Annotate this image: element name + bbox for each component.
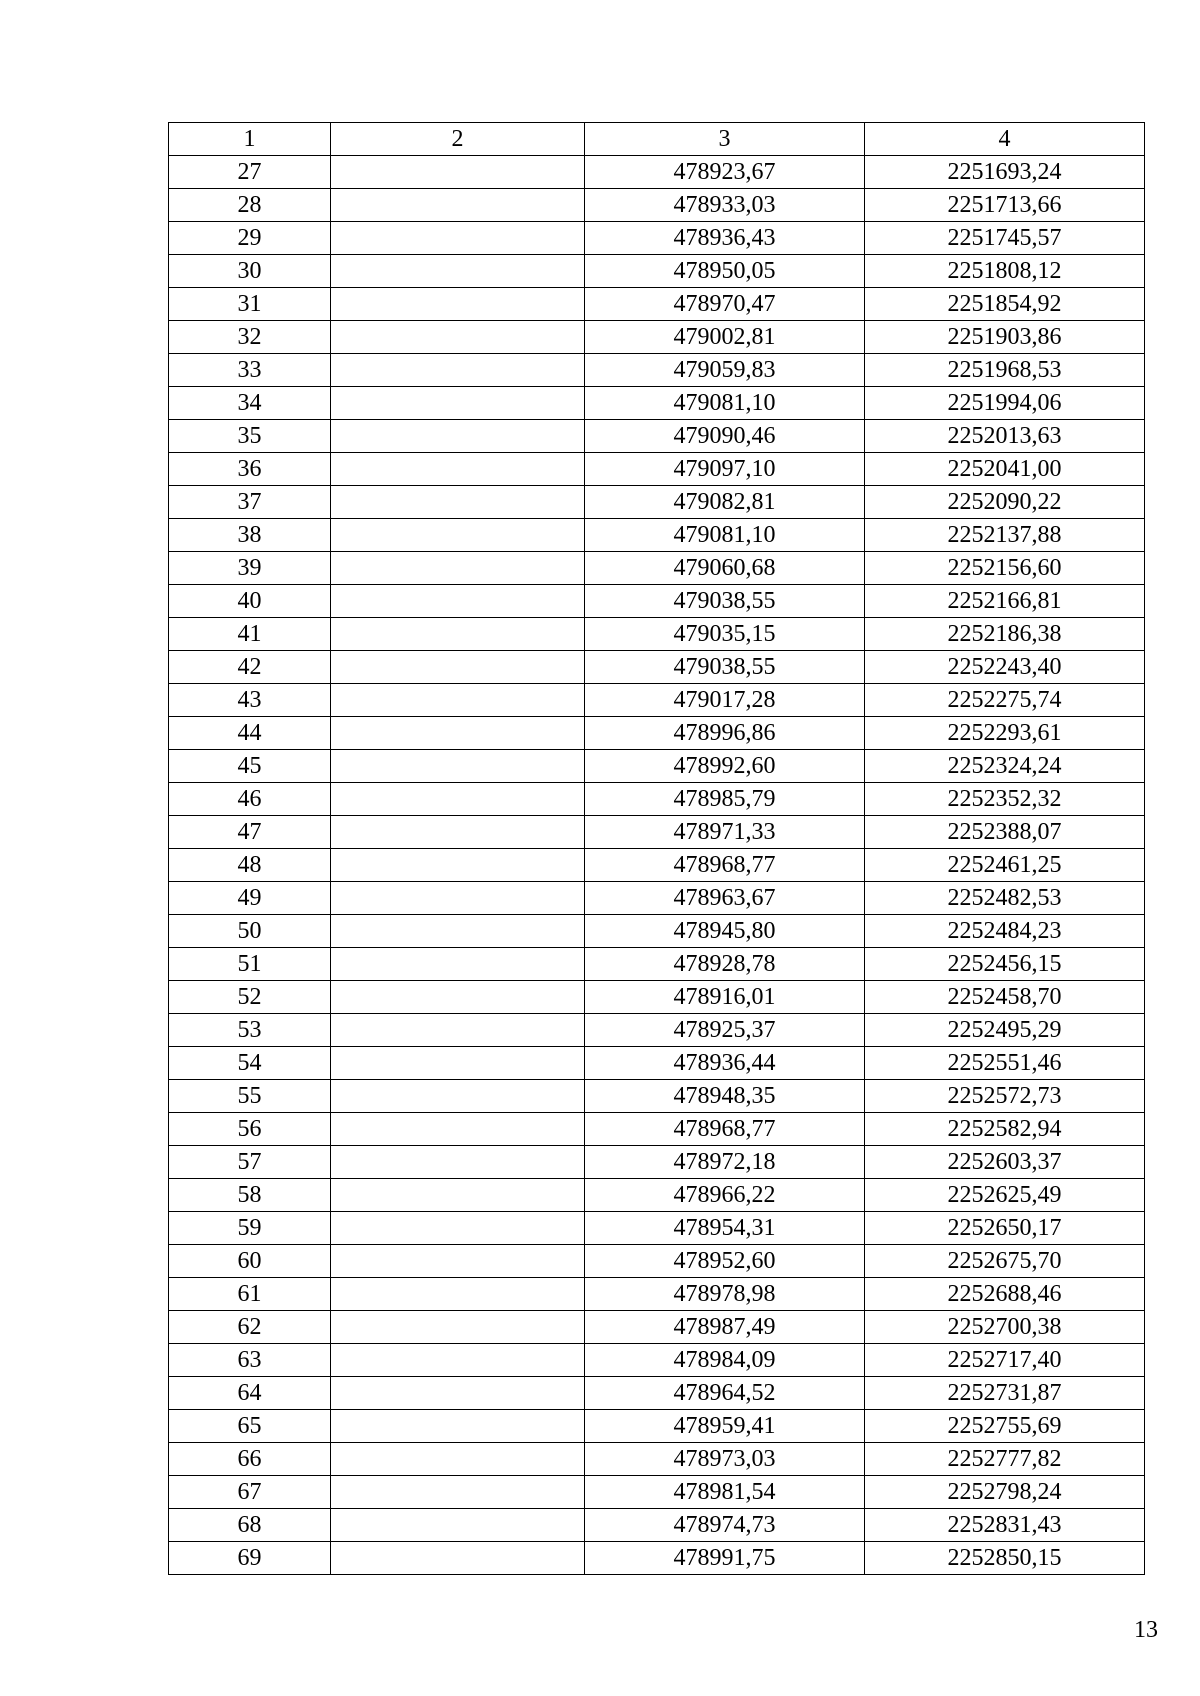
x-coordinate-cell: 478925,37 xyxy=(585,1014,865,1047)
y-coordinate-cell: 2252352,32 xyxy=(865,783,1145,816)
point-number-cell: 62 xyxy=(169,1311,331,1344)
description-cell xyxy=(331,486,585,519)
y-coordinate-cell: 2252495,29 xyxy=(865,1014,1145,1047)
description-cell xyxy=(331,1047,585,1080)
point-number-cell: 47 xyxy=(169,816,331,849)
point-number-cell: 35 xyxy=(169,420,331,453)
x-coordinate-cell: 478974,73 xyxy=(585,1509,865,1542)
description-cell xyxy=(331,849,585,882)
page-number: 13 xyxy=(1134,1617,1158,1643)
point-number-cell: 50 xyxy=(169,915,331,948)
y-coordinate-cell: 2252717,40 xyxy=(865,1344,1145,1377)
point-number-cell: 67 xyxy=(169,1476,331,1509)
y-coordinate-cell: 2252831,43 xyxy=(865,1509,1145,1542)
table-row xyxy=(169,1344,1145,1377)
table-row xyxy=(169,1080,1145,1113)
x-coordinate-cell: 479090,46 xyxy=(585,420,865,453)
table-row xyxy=(169,1377,1145,1410)
x-coordinate-cell: 478936,44 xyxy=(585,1047,865,1080)
description-cell xyxy=(331,981,585,1014)
description-cell xyxy=(331,354,585,387)
table-row xyxy=(169,222,1145,255)
point-number-cell: 61 xyxy=(169,1278,331,1311)
y-coordinate-cell: 2252166,81 xyxy=(865,585,1145,618)
y-coordinate-cell: 2252293,61 xyxy=(865,717,1145,750)
column-header-3: 3 xyxy=(585,123,865,156)
point-number-cell: 51 xyxy=(169,948,331,981)
table-row xyxy=(169,882,1145,915)
table-row xyxy=(169,1410,1145,1443)
y-coordinate-cell: 2251903,86 xyxy=(865,321,1145,354)
table-row xyxy=(169,1179,1145,1212)
table-row xyxy=(169,189,1145,222)
x-coordinate-cell: 478978,98 xyxy=(585,1278,865,1311)
point-number-cell: 49 xyxy=(169,882,331,915)
x-coordinate-cell: 478923,67 xyxy=(585,156,865,189)
point-number-cell: 60 xyxy=(169,1245,331,1278)
x-coordinate-cell: 478991,75 xyxy=(585,1542,865,1575)
table-row xyxy=(169,816,1145,849)
point-number-cell: 29 xyxy=(169,222,331,255)
table-row xyxy=(169,651,1145,684)
y-coordinate-cell: 2252675,70 xyxy=(865,1245,1145,1278)
y-coordinate-cell: 2252731,87 xyxy=(865,1377,1145,1410)
y-coordinate-cell: 2251693,24 xyxy=(865,156,1145,189)
table-body xyxy=(169,156,1145,1575)
description-cell xyxy=(331,783,585,816)
table-row xyxy=(169,948,1145,981)
point-number-cell: 37 xyxy=(169,486,331,519)
y-coordinate-cell: 2252650,17 xyxy=(865,1212,1145,1245)
point-number-cell: 52 xyxy=(169,981,331,1014)
point-number-cell: 44 xyxy=(169,717,331,750)
table-row xyxy=(169,849,1145,882)
point-number-cell: 66 xyxy=(169,1443,331,1476)
table-row xyxy=(169,1443,1145,1476)
y-coordinate-cell: 2251854,92 xyxy=(865,288,1145,321)
y-coordinate-cell: 2252388,07 xyxy=(865,816,1145,849)
y-coordinate-cell: 2252090,22 xyxy=(865,486,1145,519)
x-coordinate-cell: 479002,81 xyxy=(585,321,865,354)
x-coordinate-cell: 479081,10 xyxy=(585,519,865,552)
description-cell xyxy=(331,552,585,585)
x-coordinate-cell: 478968,77 xyxy=(585,1113,865,1146)
x-coordinate-cell: 478952,60 xyxy=(585,1245,865,1278)
description-cell xyxy=(331,255,585,288)
y-coordinate-cell: 2252582,94 xyxy=(865,1113,1145,1146)
point-number-cell: 36 xyxy=(169,453,331,486)
x-coordinate-cell: 478916,01 xyxy=(585,981,865,1014)
x-coordinate-cell: 478964,52 xyxy=(585,1377,865,1410)
y-coordinate-cell: 2252324,24 xyxy=(865,750,1145,783)
table-row xyxy=(169,552,1145,585)
x-coordinate-cell: 478948,35 xyxy=(585,1080,865,1113)
description-cell xyxy=(331,882,585,915)
x-coordinate-cell: 478973,03 xyxy=(585,1443,865,1476)
point-number-cell: 34 xyxy=(169,387,331,420)
description-cell xyxy=(331,453,585,486)
point-number-cell: 43 xyxy=(169,684,331,717)
point-number-cell: 56 xyxy=(169,1113,331,1146)
y-coordinate-cell: 2251745,57 xyxy=(865,222,1145,255)
table-row xyxy=(169,1311,1145,1344)
description-cell xyxy=(331,189,585,222)
y-coordinate-cell: 2252572,73 xyxy=(865,1080,1145,1113)
description-cell xyxy=(331,222,585,255)
x-coordinate-cell: 478959,41 xyxy=(585,1410,865,1443)
description-cell xyxy=(331,750,585,783)
description-cell xyxy=(331,1179,585,1212)
description-cell xyxy=(331,1443,585,1476)
table-row xyxy=(169,1278,1145,1311)
column-header-1: 1 xyxy=(169,123,331,156)
x-coordinate-cell: 479082,81 xyxy=(585,486,865,519)
description-cell xyxy=(331,684,585,717)
table-row xyxy=(169,684,1145,717)
point-number-cell: 30 xyxy=(169,255,331,288)
y-coordinate-cell: 2252013,63 xyxy=(865,420,1145,453)
description-cell xyxy=(331,717,585,750)
table-row xyxy=(169,618,1145,651)
description-cell xyxy=(331,1476,585,1509)
y-coordinate-cell: 2252275,74 xyxy=(865,684,1145,717)
description-cell xyxy=(331,1311,585,1344)
description-cell xyxy=(331,816,585,849)
table-row xyxy=(169,1542,1145,1575)
x-coordinate-cell: 478966,22 xyxy=(585,1179,865,1212)
y-coordinate-cell: 2252798,24 xyxy=(865,1476,1145,1509)
table-row xyxy=(169,156,1145,189)
table-row xyxy=(169,519,1145,552)
y-coordinate-cell: 2252461,25 xyxy=(865,849,1145,882)
point-number-cell: 69 xyxy=(169,1542,331,1575)
description-cell xyxy=(331,1080,585,1113)
point-number-cell: 41 xyxy=(169,618,331,651)
x-coordinate-cell: 478972,18 xyxy=(585,1146,865,1179)
y-coordinate-cell: 2252688,46 xyxy=(865,1278,1145,1311)
point-number-cell: 53 xyxy=(169,1014,331,1047)
point-number-cell: 42 xyxy=(169,651,331,684)
table-row xyxy=(169,1245,1145,1278)
point-number-cell: 65 xyxy=(169,1410,331,1443)
x-coordinate-cell: 479081,10 xyxy=(585,387,865,420)
description-cell xyxy=(331,618,585,651)
x-coordinate-cell: 478963,67 xyxy=(585,882,865,915)
x-coordinate-cell: 478945,80 xyxy=(585,915,865,948)
table-row xyxy=(169,1212,1145,1245)
y-coordinate-cell: 2251713,66 xyxy=(865,189,1145,222)
x-coordinate-cell: 479060,68 xyxy=(585,552,865,585)
table-row xyxy=(169,1014,1145,1047)
description-cell xyxy=(331,1377,585,1410)
table-row xyxy=(169,420,1145,453)
description-cell xyxy=(331,321,585,354)
y-coordinate-cell: 2252625,49 xyxy=(865,1179,1145,1212)
description-cell xyxy=(331,915,585,948)
y-coordinate-cell: 2252551,46 xyxy=(865,1047,1145,1080)
point-number-cell: 48 xyxy=(169,849,331,882)
column-header-2: 2 xyxy=(331,123,585,156)
y-coordinate-cell: 2252482,53 xyxy=(865,882,1145,915)
table-row xyxy=(169,783,1145,816)
description-cell xyxy=(331,651,585,684)
description-cell xyxy=(331,1014,585,1047)
description-cell xyxy=(331,156,585,189)
x-coordinate-cell: 479038,55 xyxy=(585,651,865,684)
column-header-4: 4 xyxy=(865,123,1145,156)
y-coordinate-cell: 2252777,82 xyxy=(865,1443,1145,1476)
table-row xyxy=(169,981,1145,1014)
x-coordinate-cell: 478992,60 xyxy=(585,750,865,783)
y-coordinate-cell: 2252041,00 xyxy=(865,453,1145,486)
x-coordinate-cell: 478984,09 xyxy=(585,1344,865,1377)
x-coordinate-cell: 478981,54 xyxy=(585,1476,865,1509)
x-coordinate-cell: 479017,28 xyxy=(585,684,865,717)
table-row xyxy=(169,915,1145,948)
table-row xyxy=(169,717,1145,750)
description-cell xyxy=(331,288,585,321)
y-coordinate-cell: 2252456,15 xyxy=(865,948,1145,981)
table-row xyxy=(169,750,1145,783)
point-number-cell: 31 xyxy=(169,288,331,321)
point-number-cell: 55 xyxy=(169,1080,331,1113)
table-row xyxy=(169,1113,1145,1146)
x-coordinate-cell: 478954,31 xyxy=(585,1212,865,1245)
x-coordinate-cell: 478950,05 xyxy=(585,255,865,288)
y-coordinate-cell: 2252484,23 xyxy=(865,915,1145,948)
point-number-cell: 27 xyxy=(169,156,331,189)
y-coordinate-cell: 2252243,40 xyxy=(865,651,1145,684)
y-coordinate-cell: 2252186,38 xyxy=(865,618,1145,651)
description-cell xyxy=(331,1146,585,1179)
y-coordinate-cell: 2251994,06 xyxy=(865,387,1145,420)
table-row xyxy=(169,585,1145,618)
x-coordinate-cell: 478928,78 xyxy=(585,948,865,981)
description-cell xyxy=(331,1509,585,1542)
description-cell xyxy=(331,1212,585,1245)
y-coordinate-cell: 2252156,60 xyxy=(865,552,1145,585)
table-row xyxy=(169,387,1145,420)
description-cell xyxy=(331,1278,585,1311)
y-coordinate-cell: 2252137,88 xyxy=(865,519,1145,552)
y-coordinate-cell: 2251808,12 xyxy=(865,255,1145,288)
x-coordinate-cell: 478985,79 xyxy=(585,783,865,816)
point-number-cell: 40 xyxy=(169,585,331,618)
description-cell xyxy=(331,1542,585,1575)
y-coordinate-cell: 2252603,37 xyxy=(865,1146,1145,1179)
point-number-cell: 46 xyxy=(169,783,331,816)
table-header-row xyxy=(169,123,1145,156)
point-number-cell: 28 xyxy=(169,189,331,222)
x-coordinate-cell: 479097,10 xyxy=(585,453,865,486)
description-cell xyxy=(331,585,585,618)
table-row xyxy=(169,1509,1145,1542)
table-row xyxy=(169,288,1145,321)
x-coordinate-cell: 478936,43 xyxy=(585,222,865,255)
table-row xyxy=(169,486,1145,519)
point-number-cell: 38 xyxy=(169,519,331,552)
y-coordinate-cell: 2252458,70 xyxy=(865,981,1145,1014)
description-cell xyxy=(331,1410,585,1443)
table-row xyxy=(169,255,1145,288)
x-coordinate-cell: 478933,03 xyxy=(585,189,865,222)
y-coordinate-cell: 2252700,38 xyxy=(865,1311,1145,1344)
description-cell xyxy=(331,387,585,420)
description-cell xyxy=(331,948,585,981)
point-number-cell: 63 xyxy=(169,1344,331,1377)
coordinates-table xyxy=(168,122,1145,1575)
x-coordinate-cell: 478971,33 xyxy=(585,816,865,849)
point-number-cell: 39 xyxy=(169,552,331,585)
point-number-cell: 32 xyxy=(169,321,331,354)
description-cell xyxy=(331,1245,585,1278)
y-coordinate-cell: 2252850,15 xyxy=(865,1542,1145,1575)
description-cell xyxy=(331,1113,585,1146)
table-row xyxy=(169,354,1145,387)
description-cell xyxy=(331,1344,585,1377)
table-row xyxy=(169,1146,1145,1179)
point-number-cell: 33 xyxy=(169,354,331,387)
x-coordinate-cell: 479035,15 xyxy=(585,618,865,651)
x-coordinate-cell: 479038,55 xyxy=(585,585,865,618)
x-coordinate-cell: 479059,83 xyxy=(585,354,865,387)
point-number-cell: 64 xyxy=(169,1377,331,1410)
y-coordinate-cell: 2252755,69 xyxy=(865,1410,1145,1443)
point-number-cell: 59 xyxy=(169,1212,331,1245)
y-coordinate-cell: 2251968,53 xyxy=(865,354,1145,387)
table-row xyxy=(169,1047,1145,1080)
table-row xyxy=(169,1476,1145,1509)
description-cell xyxy=(331,420,585,453)
point-number-cell: 58 xyxy=(169,1179,331,1212)
point-number-cell: 57 xyxy=(169,1146,331,1179)
point-number-cell: 54 xyxy=(169,1047,331,1080)
description-cell xyxy=(331,519,585,552)
point-number-cell: 45 xyxy=(169,750,331,783)
x-coordinate-cell: 478970,47 xyxy=(585,288,865,321)
table-row xyxy=(169,453,1145,486)
table-row xyxy=(169,321,1145,354)
x-coordinate-cell: 478968,77 xyxy=(585,849,865,882)
x-coordinate-cell: 478987,49 xyxy=(585,1311,865,1344)
point-number-cell: 68 xyxy=(169,1509,331,1542)
x-coordinate-cell: 478996,86 xyxy=(585,717,865,750)
